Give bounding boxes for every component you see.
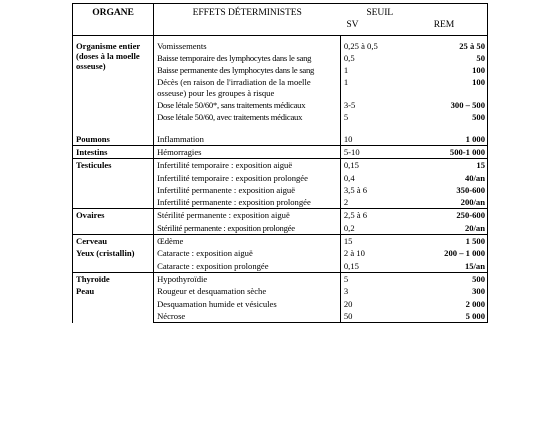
effect-cell: Inflammation bbox=[157, 133, 204, 144]
sv-cell: 0,5 bbox=[340, 52, 415, 64]
rem-cell: 2 000 bbox=[416, 298, 488, 310]
organ-cell: Poumons bbox=[73, 124, 154, 146]
effect-cell: Infertilité temporaire : exposition aiguë bbox=[154, 159, 341, 172]
sv-cell: 20 bbox=[340, 298, 415, 310]
effect-cell: Infertilité temporaire : exposition prolongée bbox=[157, 172, 308, 183]
sv-cell: 5 bbox=[340, 272, 415, 285]
sv-cell: 2 bbox=[340, 196, 415, 209]
effect-cell: Desquamation humide et vésicules bbox=[157, 298, 277, 309]
header-seuil: SEUIL bbox=[340, 4, 487, 20]
organ-cell: Organisme entier (doses à la moelle osseuse) bbox=[73, 35, 154, 124]
effect-cell: Stérilité permanente : exposition aiguë bbox=[154, 209, 341, 222]
effect-cell: Œdème bbox=[154, 235, 341, 248]
sv-cell: 0,15 bbox=[340, 159, 415, 172]
sv-cell: 0,2 bbox=[340, 222, 415, 235]
sv-cell: 2 à 10 bbox=[340, 247, 415, 259]
effect-cell: Dose létale 50/60*, sans traitements médicaux bbox=[157, 100, 306, 111]
rem-cell: 1 000 bbox=[416, 124, 488, 146]
table-row bbox=[73, 209, 488, 222]
effect-cell: Infertilité permanente : exposition aiguë bbox=[157, 184, 296, 195]
rem-cell: 500-1 000 bbox=[416, 145, 488, 158]
sv-cell: 3-5 bbox=[340, 99, 415, 111]
effect-cell: Cataracte : exposition aiguë bbox=[157, 248, 253, 259]
organ-cell: Thyroïde bbox=[73, 272, 154, 285]
sv-cell: 5 bbox=[340, 111, 415, 123]
table-row bbox=[73, 35, 488, 52]
effect-cell: Nécrose bbox=[154, 310, 341, 323]
sv-cell: 2,5 à 6 bbox=[340, 209, 415, 222]
rem-cell: 100 bbox=[416, 64, 488, 76]
effect-cell: Baisse temporaire des lymphocytes dans le sang bbox=[157, 52, 312, 63]
rem-cell: 15 bbox=[416, 159, 488, 172]
table-row bbox=[73, 285, 488, 297]
effect-cell: Stérilité permanente : exposition prolongée bbox=[157, 222, 295, 233]
sv-cell: 0,15 bbox=[340, 260, 415, 273]
organ-cell: Testicules bbox=[73, 159, 154, 209]
effect-cell: Cataracte : exposition prolongée bbox=[157, 260, 269, 271]
organ-cell: Cerveau bbox=[73, 235, 154, 248]
sv-cell: 15 bbox=[340, 235, 415, 248]
table-row bbox=[73, 235, 488, 248]
rem-cell: 300 bbox=[416, 285, 488, 297]
header-organe: ORGANE bbox=[73, 4, 154, 20]
sv-cell: 1 bbox=[340, 64, 415, 76]
table-row bbox=[73, 247, 488, 259]
rem-cell: 300 – 500 bbox=[416, 99, 488, 111]
header-effets: EFFETS DÉTERMINISTES bbox=[154, 4, 341, 20]
rem-cell: 100 bbox=[416, 76, 488, 99]
rem-cell: 25 à 50 bbox=[416, 35, 488, 52]
sv-cell: 0,4 bbox=[340, 172, 415, 184]
rem-cell: 200/an bbox=[416, 196, 488, 209]
effect-cell: Hypothyroïdie bbox=[154, 272, 341, 285]
header-sv: SV bbox=[340, 19, 415, 35]
rem-cell: 5 000 bbox=[416, 310, 488, 323]
rem-cell: 15/an bbox=[416, 260, 488, 273]
sv-cell: 3 bbox=[340, 285, 415, 297]
rem-cell: 1 500 bbox=[416, 235, 488, 248]
rem-cell: 200 – 1 000 bbox=[416, 247, 488, 259]
rem-cell: 40/an bbox=[416, 172, 488, 184]
rem-cell: 20/an bbox=[416, 222, 488, 235]
radiation-effects-table bbox=[72, 3, 488, 323]
table-row bbox=[73, 124, 488, 146]
sv-cell: 0,25 à 0,5 bbox=[340, 35, 415, 52]
effect-cell: Baisse permanente des lymphocytes dans le sang bbox=[157, 65, 315, 76]
organ-cell: Peau bbox=[73, 285, 154, 322]
organ-cell: Ovaires bbox=[73, 209, 154, 235]
table-row bbox=[73, 145, 488, 158]
sv-cell: 5-10 bbox=[340, 145, 415, 158]
sv-cell: 3,5 à 6 bbox=[340, 184, 415, 196]
header-rem: REM bbox=[416, 19, 488, 35]
table-row bbox=[73, 159, 488, 172]
rem-cell: 50 bbox=[416, 52, 488, 64]
effect-cell: Dose létale 50/60, avec traitements médicaux bbox=[157, 112, 303, 123]
effect-cell: Hémorragies bbox=[154, 145, 341, 158]
effect-cell: Rougeur et desquamation sèche bbox=[157, 286, 267, 297]
table-row bbox=[73, 272, 488, 285]
rem-cell: 350-600 bbox=[416, 184, 488, 196]
rem-cell: 250-600 bbox=[416, 209, 488, 222]
sv-cell: 1 bbox=[340, 76, 415, 99]
effect-cell: Décès (en raison de l'irradiation de la moelle osseuse) pour les groupes à risque bbox=[157, 77, 311, 98]
effect-cell: Infertilité permanente : exposition prolongée bbox=[157, 197, 311, 208]
rem-cell: 500 bbox=[416, 272, 488, 285]
organ-cell: Intestins bbox=[73, 145, 154, 158]
rem-cell: 500 bbox=[416, 111, 488, 123]
effect-cell: Vomissements bbox=[157, 40, 207, 51]
sv-cell: 50 bbox=[340, 310, 415, 323]
sv-cell: 10 bbox=[340, 124, 415, 146]
organ-cell: Yeux (cristallin) bbox=[73, 247, 154, 272]
